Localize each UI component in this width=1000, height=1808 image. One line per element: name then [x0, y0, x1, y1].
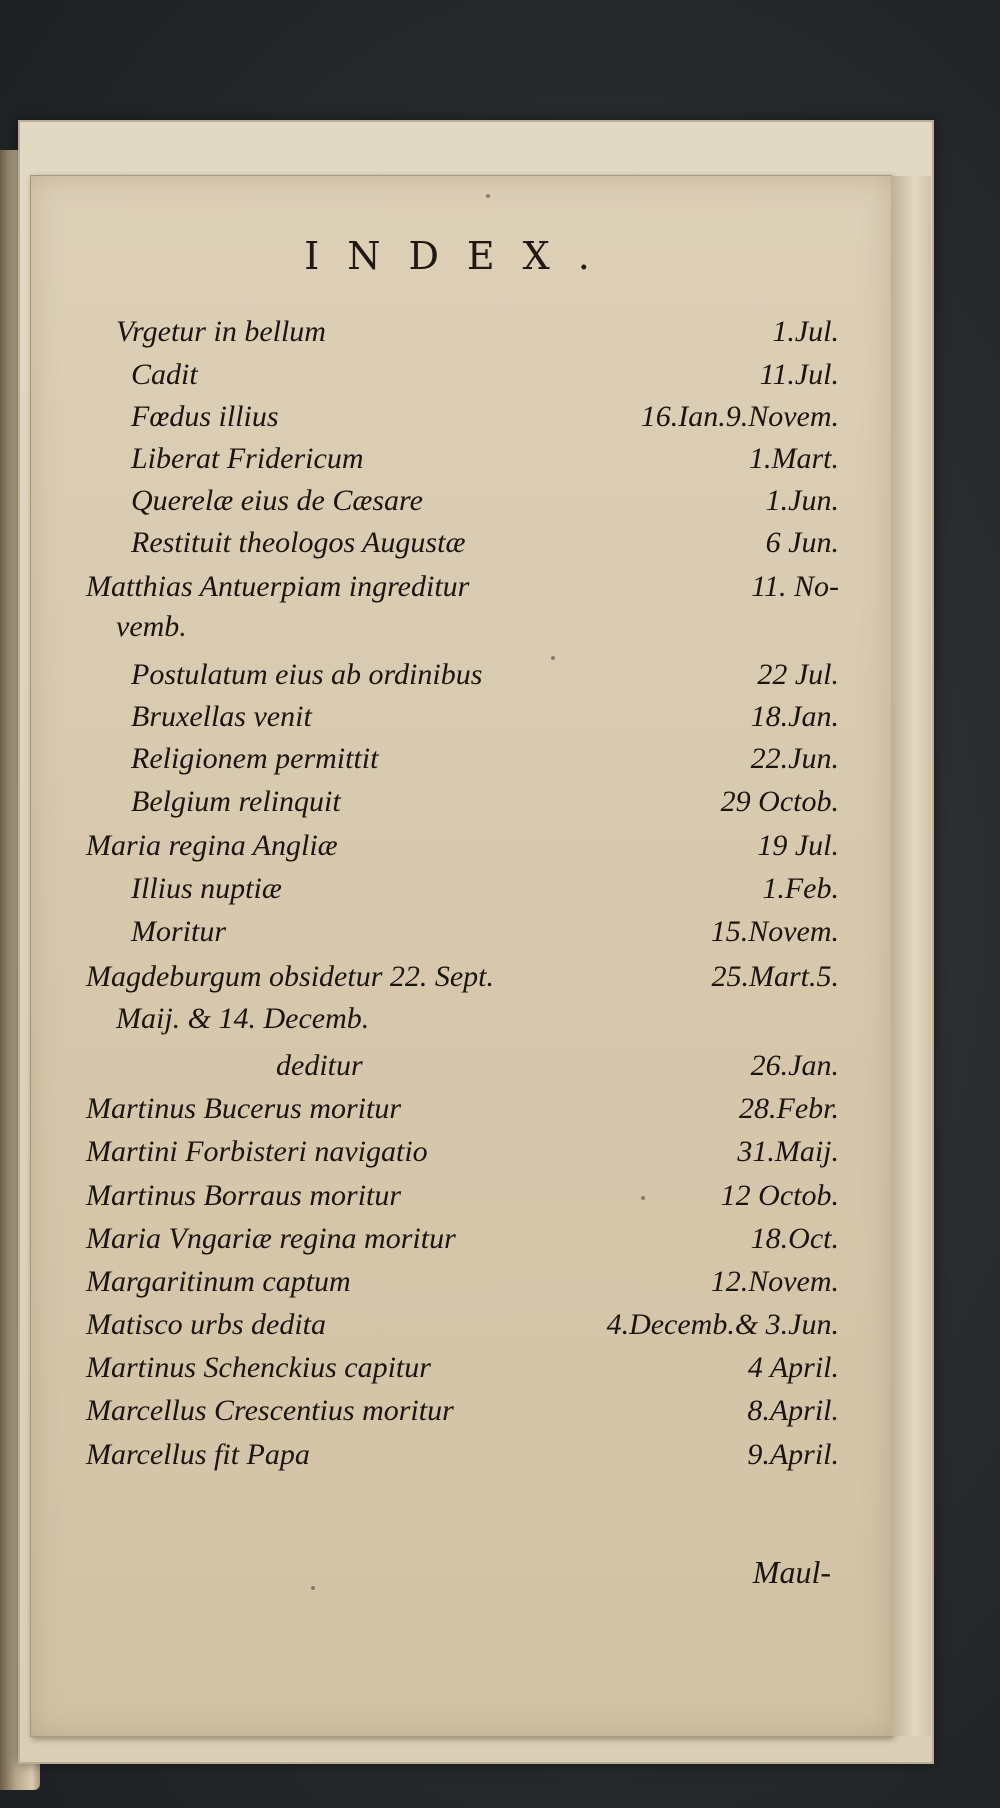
index-entry: [86, 954, 839, 1000]
entry-text: Martinus Borraus moritur: [86, 1179, 402, 1212]
entry-text: Marcellus Crescentius moritur: [86, 1394, 454, 1427]
entry-text: Bruxellas venit: [131, 700, 312, 733]
paper-speck: [641, 1196, 645, 1200]
entry-date: 8.April.: [747, 1394, 839, 1427]
index-entry: [116, 604, 839, 650]
index-entry: [116, 309, 839, 355]
entry-text: Martinus Bucerus moritur: [86, 1092, 401, 1125]
index-entry: [86, 1432, 839, 1478]
index-entries: [31, 176, 891, 1736]
index-entry: [86, 1129, 839, 1175]
entry-text: Matisco urbs dedita: [86, 1308, 326, 1341]
index-entry: [86, 1173, 839, 1219]
entry-text: Belgium relinquit: [131, 785, 341, 818]
index-entry: [131, 436, 839, 482]
entry-date: 25.Mart.5.: [711, 960, 839, 993]
entry-text: Margaritinum captum: [86, 1265, 351, 1298]
index-entry: [131, 520, 839, 566]
entry-text: deditur: [276, 1049, 363, 1082]
entry-text: vemb.: [116, 610, 187, 643]
entry-text: Moritur: [131, 915, 227, 948]
index-entry: [86, 1388, 839, 1434]
entry-text: Maria Vngariæ regina moritur: [86, 1222, 456, 1255]
index-entry: [116, 996, 839, 1042]
entry-text: Magdeburgum obsidetur 22. Sept.: [86, 960, 495, 993]
entry-text: Restituit theologos Augustæ: [131, 526, 466, 559]
paper-speck: [311, 1586, 315, 1590]
index-entry: [131, 694, 839, 740]
index-entry: [86, 1345, 839, 1391]
entry-date: 11.Jul.: [759, 358, 839, 391]
entry-date: 12.Novem.: [710, 1265, 839, 1298]
entry-date: 1.Jun.: [765, 484, 839, 517]
entry-text: Vrgetur in bellum: [116, 315, 326, 348]
entry-date: 22 Jul.: [757, 658, 839, 691]
entry-text: Maria regina Angliæ: [86, 829, 338, 862]
entry-date: 28.Febr.: [739, 1092, 839, 1125]
index-entry: [131, 736, 839, 782]
entry-text: Fœdus illius: [131, 400, 279, 433]
catchword: Maul-: [752, 1554, 831, 1590]
entry-text: Martinus Schenckius capitur: [86, 1351, 431, 1384]
index-entry: [131, 352, 839, 398]
entry-date: 31.Maij.: [737, 1135, 839, 1168]
index-entry: [131, 909, 839, 955]
paper-speck: [551, 656, 555, 660]
entry-text: Cadit: [131, 358, 198, 391]
entry-date: 1.Feb.: [762, 872, 839, 905]
page-edge: [891, 176, 931, 1736]
entry-date: 19 Jul.: [757, 829, 839, 862]
entry-text: Maij. & 14. Decemb.: [116, 1002, 370, 1035]
entry-date: 1.Jul.: [772, 315, 839, 348]
book-page: [30, 175, 892, 1737]
entry-date: 18.Jan.: [750, 700, 839, 733]
index-entry: [131, 652, 839, 698]
entry-date: 16.Ian.9.Novem.: [640, 400, 839, 433]
paper-speck: [486, 194, 490, 198]
entry-date: 29 Octob.: [720, 785, 839, 818]
entry-text: Martini Forbisteri navigatio: [86, 1135, 428, 1168]
index-entry: [86, 1259, 839, 1305]
entry-date: 9.April.: [747, 1438, 839, 1471]
entry-text: Liberat Fridericum: [131, 442, 364, 475]
entry-text: Illius nuptiæ: [131, 872, 282, 905]
entry-date: 1.Mart.: [749, 442, 839, 475]
index-entry: [86, 823, 839, 869]
index-entry: [86, 1086, 839, 1132]
entry-text: Postulatum eius ab ordinibus: [131, 658, 483, 691]
page-heading: INDEX.: [304, 234, 618, 278]
index-entry: [131, 478, 839, 524]
entry-date: 11. No-: [751, 570, 839, 603]
entry-date: 6 Jun.: [765, 526, 839, 559]
entry-date: 22.Jun.: [750, 742, 839, 775]
entry-text: Marcellus fit Papa: [86, 1438, 310, 1471]
index-entry: [86, 1302, 839, 1348]
index-entry: [131, 779, 839, 825]
index-entry: [131, 394, 839, 440]
entry-date: 26.Jan.: [750, 1049, 839, 1082]
entry-date: 18.Oct.: [750, 1222, 839, 1255]
entry-date: 4.Decemb.& 3.Jun.: [606, 1308, 839, 1341]
entry-date: 4 April.: [747, 1351, 839, 1384]
entry-text: Matthias Antuerpiam ingreditur: [86, 570, 470, 603]
entry-text: Querelæ eius de Cæsare: [131, 484, 423, 517]
index-entry: [86, 1216, 839, 1262]
entry-text: Religionem permittit: [131, 742, 379, 775]
index-entry: [131, 866, 839, 912]
index-entry: [276, 1043, 839, 1089]
entry-date: 12 Octob.: [720, 1179, 839, 1212]
entry-date: 15.Novem.: [710, 915, 839, 948]
